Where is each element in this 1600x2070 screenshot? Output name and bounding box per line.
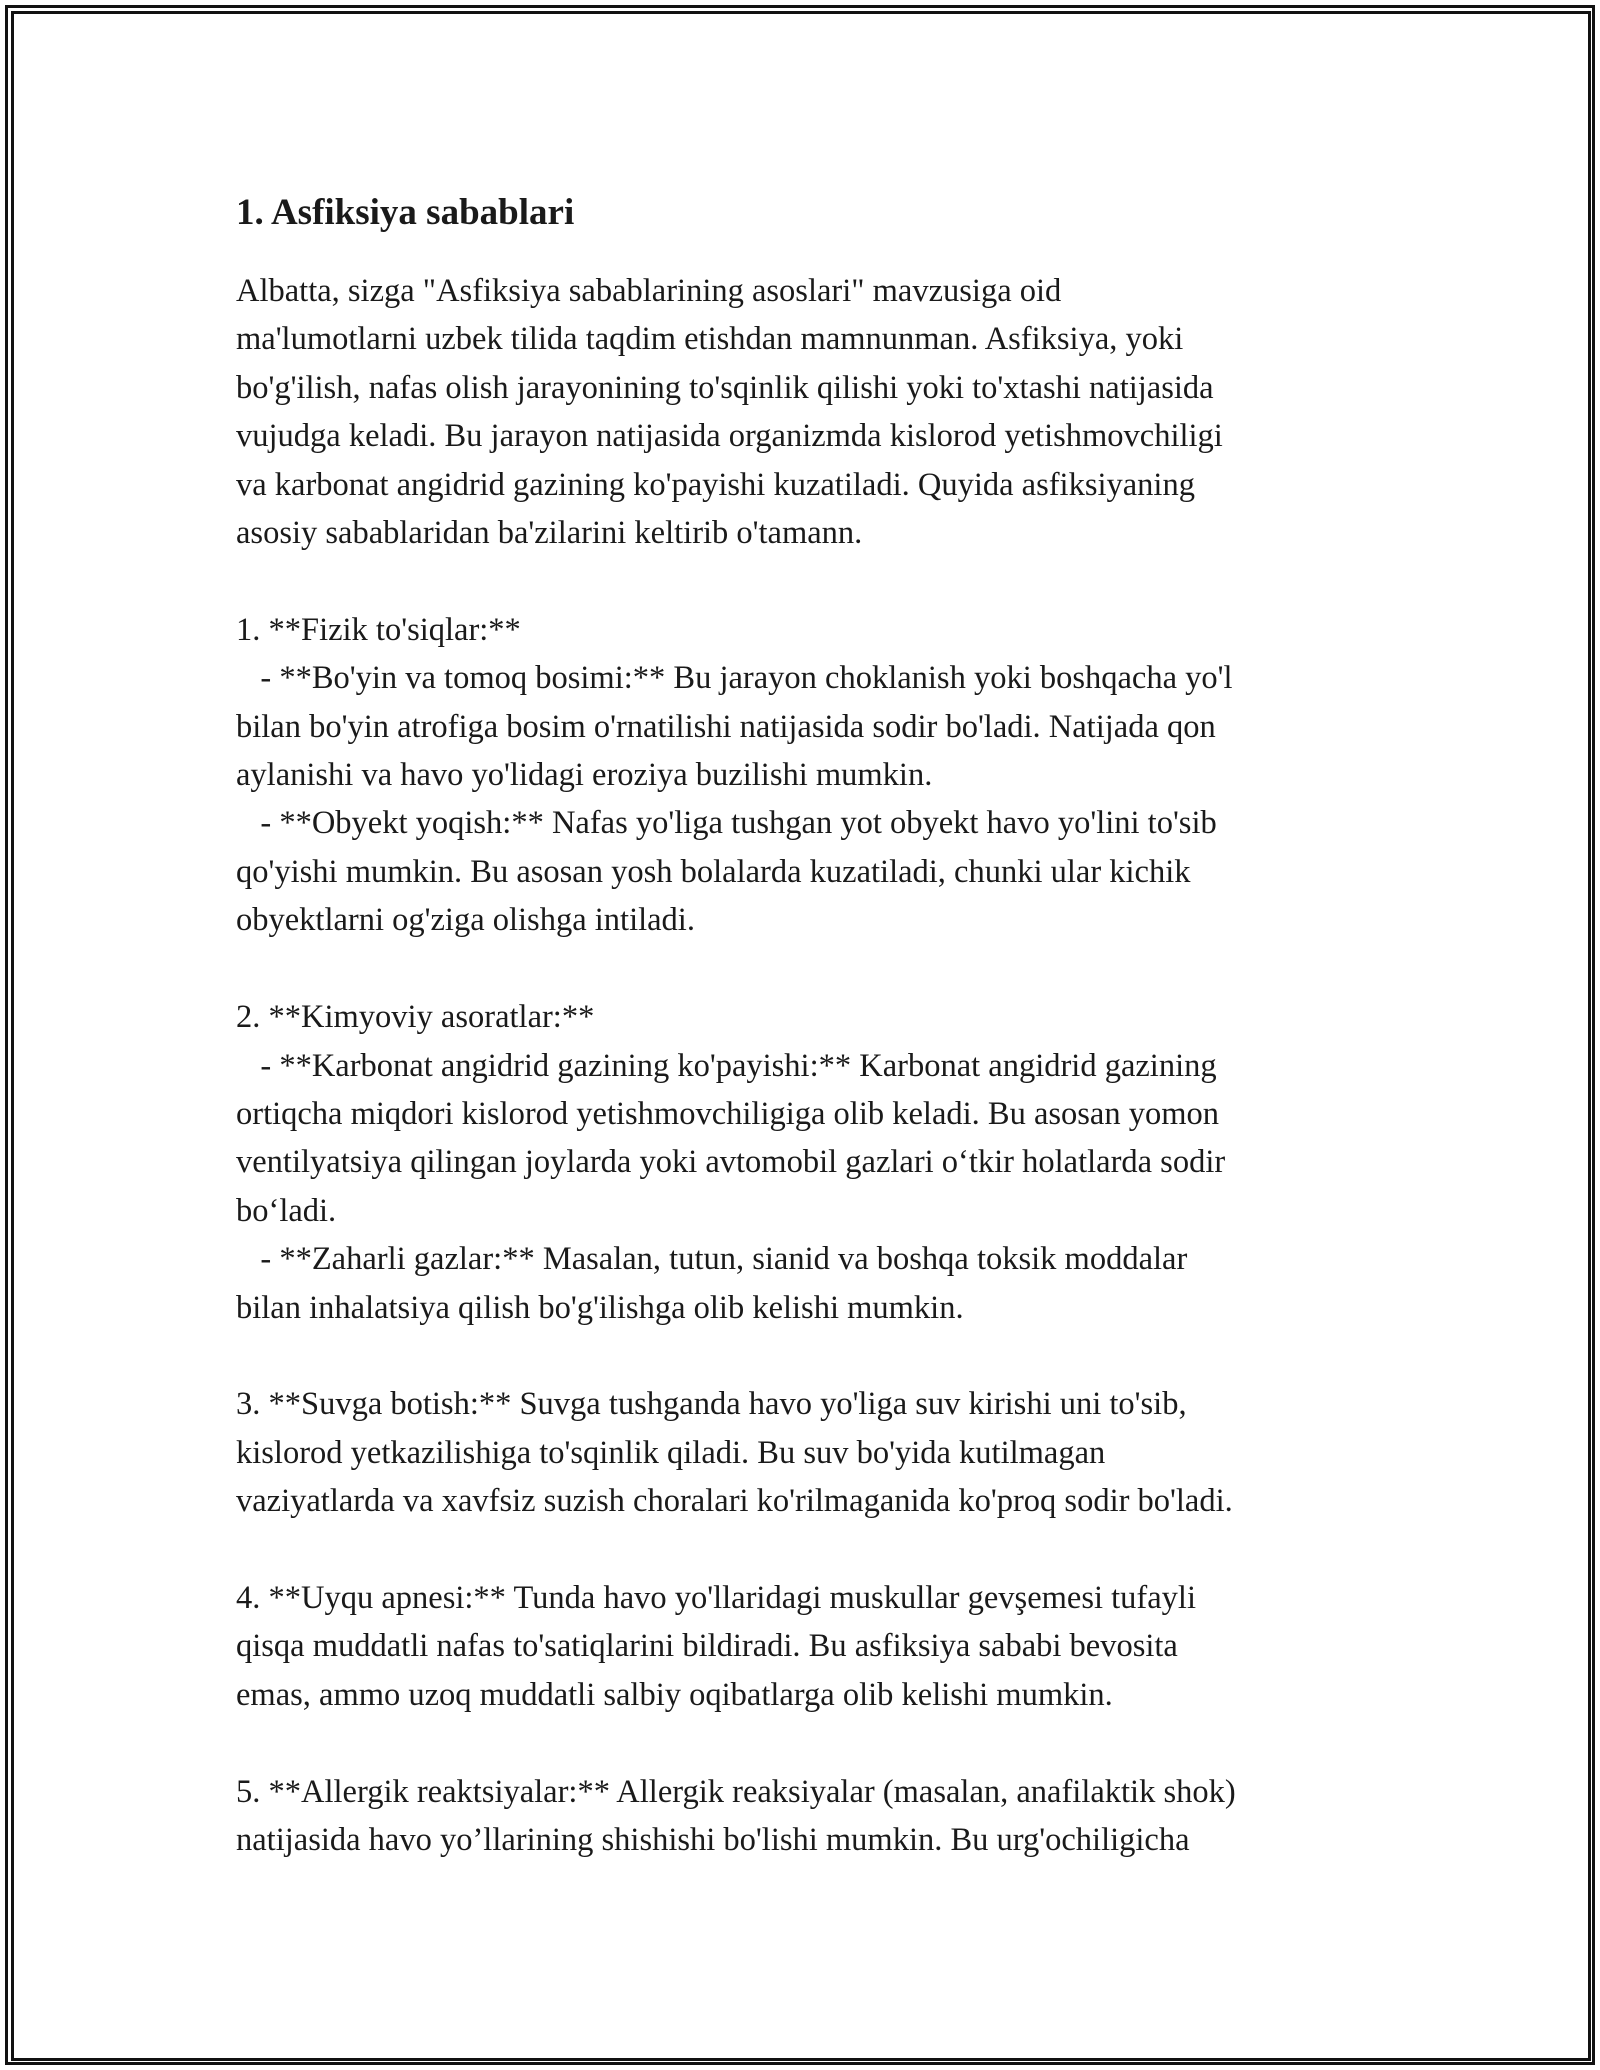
document-title: 1. Asfiksiya sabablari (236, 192, 575, 233)
document-page (236, 185, 1386, 1864)
document-body: Albatta, sizga "Asfiksiya sabablarining asoslari" mavzusiga oid ma'lumotlarni uzbek tilida taqdim etishdan mamnunman. Asfiksiya, yoki bo'g'ilish, nafas olish jarayonining to'sqinlik qilishi yoki to'xtashi natijasida vujudga keladi. Bu jarayon natijasida organizmda kislorod yetishmovchiligi va karbonat angidrid gazining ko'payishi kuzatiladi. Quyida asfiksiyaning asosiy sabablaridan ba'zilarini keltirib o'tamann. 1. **Fizik to'siqlar:** - **Bo'yin va tomoq bosimi:** Bu jarayon choklanish yoki boshqacha yo'l bilan bo'yin atrofiga bosim o'rnatilishi natijasida sodir bo'ladi. Natijada qon aylanishi va havo yo'lidagi eroziya buzilishi mumkin. - **Obyekt yoqish:** Nafas yo'liga tushgan yot obyekt havo yo'lini to'sib qo'yishi mumkin. Bu asosan yosh bolalarda kuzatiladi, chunki ular kichik obyektlarni og'ziga olishga intiladi. 2. **Kimyoviy asoratlar:** - **Karbonat angidrid gazining ko'payishi:** Karbonat angidrid gazining ortiqcha miqdori kislorod yetishmovchiligiga olib keladi. Bu asosan yomon ventilyatsiya qilingan joylarda yoki avtomobil gazlari o‘tkir holatlarda sodir bo‘ladi. - **Zaharli gazlar:** Masalan, tutun, sianid va boshqa toksik moddalar bilan inhalatsiya qilish bo'g'ilishga olib kelishi mumkin. 3. **Suvga botish:** Suvga tushganda havo yo'liga suv kirishi uni to'sib, kislorod yetkazilishiga to'sqinlik qiladi. Bu suv bo'yida kutilmagan vaziyatlarda va xavfsiz suzish choralari ko'rilmaganida ko'proq sodir bo'ladi. 4. **Uyqu apnesi:** Tunda havo yo'llaridagi muskullar gevşemesi tufayli qisqa muddatli nafas to'satiqlarini bildiradi. Bu asfiksiya sababi bevosita emas, ammo uzoq muddatli salbiy oqibatlarga olib kelishi mumkin. 5. **Allergik reaktsiyalar:** Allergik reaksiyalar (masalan, anafilaktik shok) natijasida havo yo’llarining shishishi bo'lishi mumkin. Bu urg'ochiligicha (236, 273, 1236, 1858)
